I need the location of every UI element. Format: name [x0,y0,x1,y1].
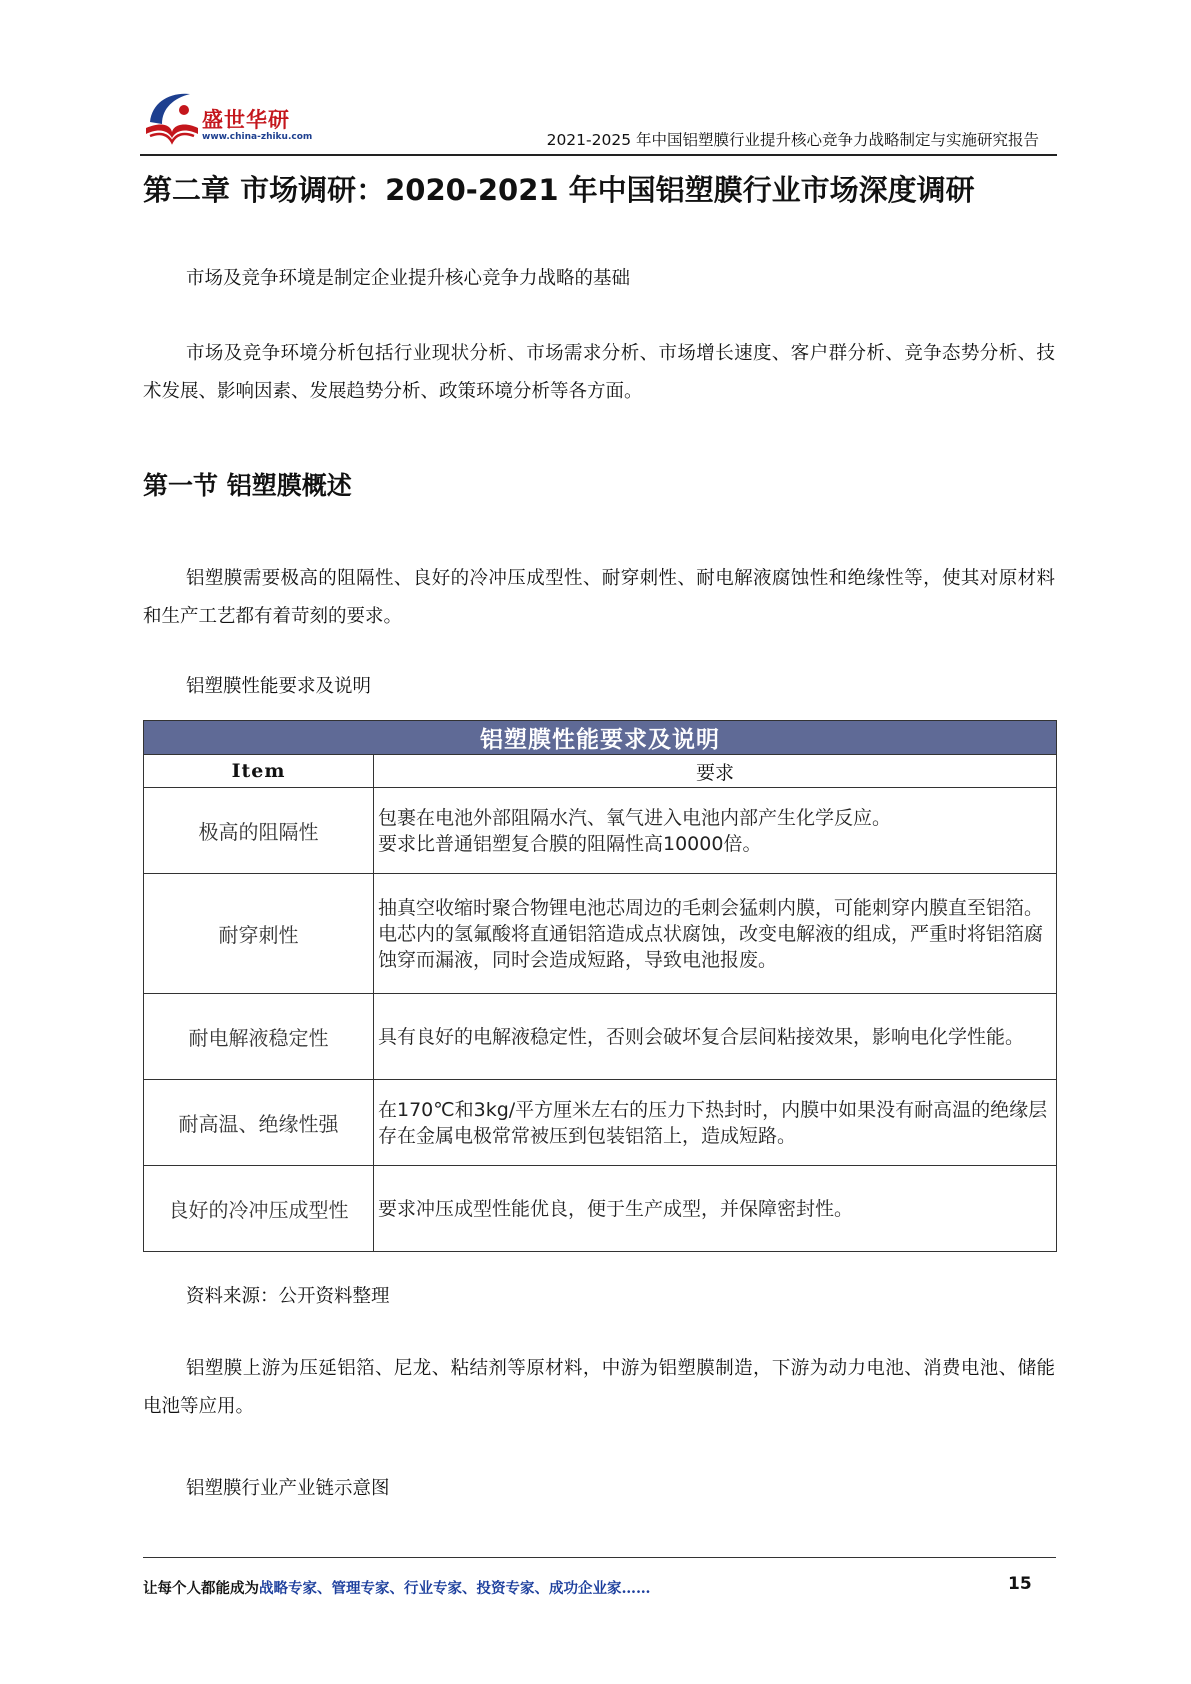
table-caption: 铝塑膜性能要求及说明 [144,721,1057,755]
slogan-prefix: 让每个人都能成为 [143,1580,259,1597]
row-item: 极高的阻隔性 [144,788,374,874]
table-header-item: Item [144,755,374,788]
footer-slogan [143,1577,651,1598]
paragraph-environment: 市场及竞争环境分析包括行业现状分析、市场需求分析、市场增长速度、客户群分析、竞争态势分析、技术发展、影响因素、发展趋势分析、政策环境分析等各方面。 [143,343,1055,402]
chapter-title: 第二章 市场调研：2020-2021 年中国铝塑膜行业市场深度调研 [143,173,975,207]
requirement-line: 电芯内的氢氟酸将直通铝箔造成点状腐蚀，改变电解液的组成，严重时将铝箔腐蚀穿而漏液，同时会造成短路，导致电池报废。 [378,922,1044,971]
footer-divider [143,1557,1056,1558]
requirement-line: 抽真空收缩时聚合物锂电池芯周边的毛刺会猛刺内膜，可能刺穿内膜直至铝箔。 [378,896,1044,919]
source-note: 资料来源：公开资料整理 [186,1286,390,1307]
row-item: 耐电解液稳定性 [144,994,374,1080]
row-requirement [374,1166,1057,1252]
slogan-highlight: 战略专家、管理专家、行业专家、投资专家、成功企业家…… [259,1580,651,1597]
table-label: 铝塑膜性能要求及说明 [186,676,372,697]
row-item: 良好的冷冲压成型性 [144,1166,374,1252]
paragraph-supply-chain: 铝塑膜上游为压延铝箔、尼龙、粘结剂等原材料，中游为铝塑膜制造，下游为动力电池、消费电池、储能电池等应用。 [143,1358,1055,1417]
performance-table [143,720,1057,1252]
table-row [144,874,1057,994]
logo-url: www.china-zhiku.com [202,132,313,142]
header-divider [140,154,1057,156]
company-logo [140,78,313,148]
row-requirement [374,1080,1057,1166]
table-row [144,994,1057,1080]
paragraph-requirements: 铝塑膜需要极高的阻隔性、良好的冷冲压成型性、耐穿刺性、耐电解液腐蚀性和绝缘性等，使其对原材料和生产工艺都有着苛刻的要求。 [143,568,1055,627]
book-logo-icon [140,84,204,148]
requirement-line: 要求冲压成型性能优良，便于生产成型，并保障密封性。 [378,1197,854,1220]
table-row [144,1080,1057,1166]
row-item: 耐高温、绝缘性强 [144,1080,374,1166]
section-title: 第一节 铝塑膜概述 [143,471,352,500]
requirement-line: 具有良好的电解液稳定性，否则会破坏复合层间粘接效果，影响电化学性能。 [378,1025,1025,1048]
requirement-line: 要求比普通铝塑复合膜的阻隔性高10000倍。 [378,832,762,855]
paragraph-intro: 市场及竞争环境是制定企业提升核心竞争力战略的基础 [186,268,631,289]
page-number: 15 [1008,1574,1032,1594]
row-requirement [374,874,1057,994]
row-requirement [374,994,1057,1080]
table-header-requirement: 要求 [374,755,1057,788]
row-item: 耐穿刺性 [144,874,374,994]
logo-brand-name: 盛世华研 [202,108,290,132]
table-row [144,788,1057,874]
report-title: 2021-2025 年中国铝塑膜行业提升核心竞争力战略制定与实施研究报告 [546,131,1039,149]
requirement-line: 在170℃和3kg/平方厘米左右的压力下热封时，内膜中如果没有耐高温的绝缘层存在金属电极常常被压到包装铝箔上，造成短路。 [378,1098,1048,1147]
requirement-line: 包裹在电池外部阻隔水汽、氧气进入电池内部产生化学反应。 [378,806,892,829]
row-requirement [374,788,1057,874]
table-row [144,1166,1057,1252]
chain-diagram-label: 铝塑膜行业产业链示意图 [186,1478,390,1499]
